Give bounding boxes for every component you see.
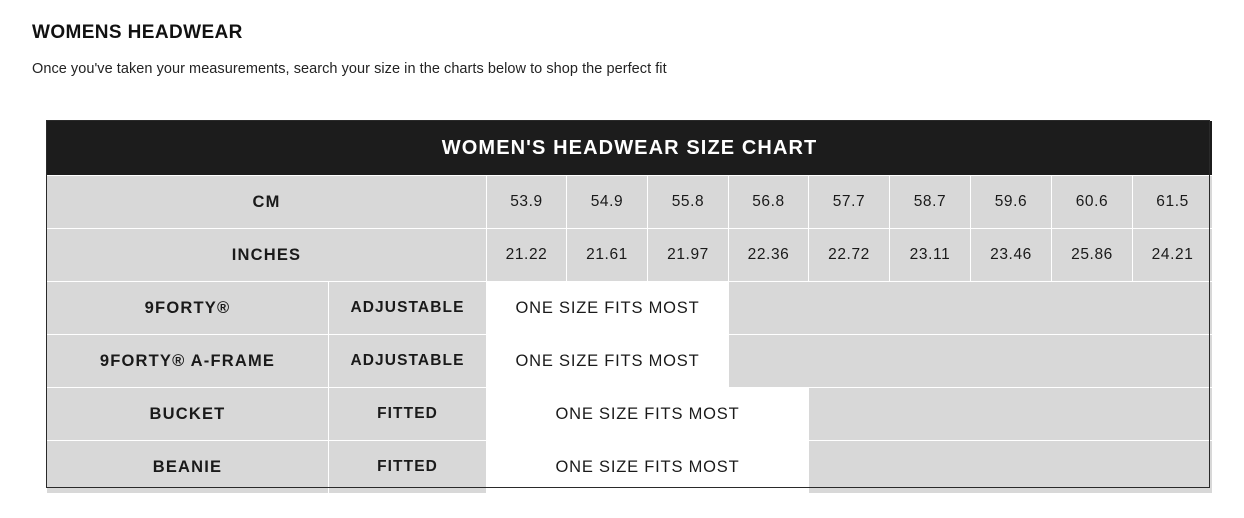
- size-note: ONE SIZE FITS MOST: [487, 282, 729, 335]
- fit-label: FITTED: [329, 388, 487, 441]
- page-subtitle: Once you've taken your measurements, search your size in the charts below to shop the perfect fit: [32, 61, 667, 77]
- inches-value: 25.86: [1052, 229, 1133, 282]
- fit-label: ADJUSTABLE: [329, 335, 487, 388]
- inches-value: 24.21: [1133, 229, 1213, 282]
- empty-cell: [809, 388, 1213, 441]
- cm-value: 59.6: [971, 176, 1052, 229]
- cm-value: 55.8: [648, 176, 729, 229]
- size-note: ONE SIZE FITS MOST: [487, 388, 809, 441]
- chart-title: WOMEN'S HEADWEAR SIZE CHART: [47, 121, 1213, 176]
- table-row: [47, 282, 1213, 335]
- empty-cell: [729, 282, 1213, 335]
- table-row: [47, 388, 1213, 441]
- cm-value: 54.9: [567, 176, 648, 229]
- page-title: WOMENS HEADWEAR: [32, 22, 243, 43]
- fit-label: FITTED: [329, 441, 487, 494]
- inches-value: 21.61: [567, 229, 648, 282]
- empty-cell: [729, 335, 1213, 388]
- inches-value: 21.97: [648, 229, 729, 282]
- cm-value: 56.8: [729, 176, 809, 229]
- style-label: BEANIE: [47, 441, 329, 494]
- inches-value: 22.36: [729, 229, 809, 282]
- table-row: [47, 335, 1213, 388]
- inches-value: 21.22: [487, 229, 567, 282]
- cm-value: 60.6: [1052, 176, 1133, 229]
- inches-value: 23.46: [971, 229, 1052, 282]
- womens-headwear-size-chart: [46, 120, 1213, 494]
- style-label: 9FORTY®: [47, 282, 329, 335]
- size-note: ONE SIZE FITS MOST: [487, 335, 729, 388]
- table-row-inches: [47, 229, 1213, 282]
- table-row-cm: [47, 176, 1213, 229]
- table-header-row: [47, 121, 1213, 176]
- inches-value: 22.72: [809, 229, 890, 282]
- row-label-inches: INCHES: [47, 229, 487, 282]
- cm-value: 61.5: [1133, 176, 1213, 229]
- fit-label: ADJUSTABLE: [329, 282, 487, 335]
- cm-value: 58.7: [890, 176, 971, 229]
- cm-value: 57.7: [809, 176, 890, 229]
- empty-cell: [809, 441, 1213, 494]
- inches-value: 23.11: [890, 229, 971, 282]
- table-row: [47, 441, 1213, 494]
- cm-value: 53.9: [487, 176, 567, 229]
- style-label: BUCKET: [47, 388, 329, 441]
- size-note: ONE SIZE FITS MOST: [487, 441, 809, 494]
- size-chart-container: [46, 120, 1212, 494]
- row-label-cm: CM: [47, 176, 487, 229]
- style-label: 9FORTY® A-FRAME: [47, 335, 329, 388]
